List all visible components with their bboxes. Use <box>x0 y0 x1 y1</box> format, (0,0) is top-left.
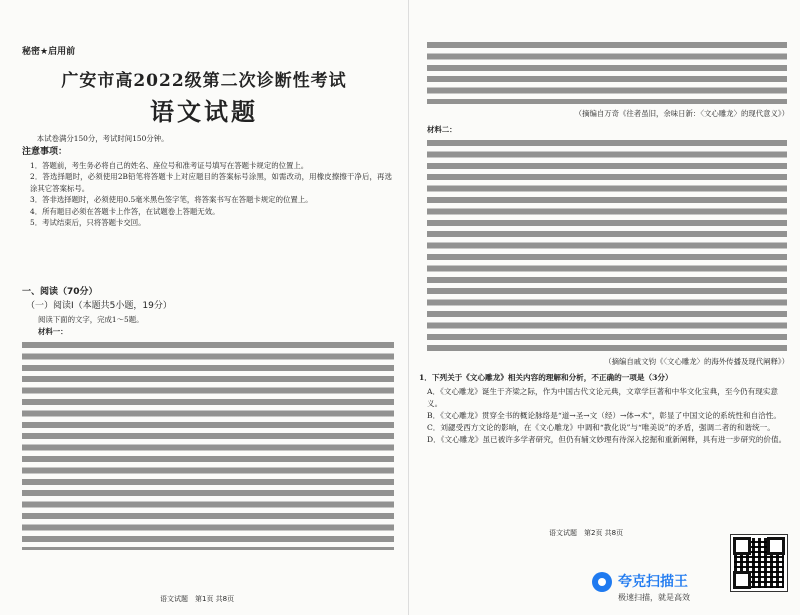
material-2-body <box>427 138 787 352</box>
notice-item: 4．所有题目必须在答题卡上作答，在试题卷上答题无效。 <box>30 206 220 216</box>
material-1-continued <box>427 40 787 104</box>
question-option-d: D．《文心雕龙》虽已被许多学者研究，但仍有辅文妙理有待深入挖掘和重新阐释，具有进一步研究的价值。 <box>427 435 787 444</box>
notice-list <box>30 160 392 228</box>
qr-code-icon <box>730 534 788 592</box>
citation-2: （摘编自戚文钧《〈文心雕龙〉的海外传播及现代阐释》） <box>604 357 789 366</box>
right-page <box>408 0 800 615</box>
notice-item: 5．考试结束后，只将答题卡交回。 <box>30 218 146 228</box>
page-footer: 语文试题 第1页 共8页 <box>160 595 235 603</box>
exam-title: 广安市高2022级第二次诊断性考试 <box>61 71 347 91</box>
material-2-label: 材料二： <box>427 125 457 134</box>
instruction: 阅读下面的文字，完成1～5题。 <box>38 315 144 324</box>
scanner-slogan: 极速扫描，就是高效 <box>618 593 690 602</box>
question-1-options <box>427 386 789 446</box>
notice-item: 3．答非选择题时，必须使用0.5毫米黑色签字笔，将答案书写在答题卡规定的位置上。 <box>30 195 313 205</box>
notice-item: 1．答题前，考生务必将自己的姓名、座位号和准考证号填写在答题卡规定的位置上。 <box>30 161 309 170</box>
citation-1: （摘编自万奇《往者虽旧，余味日新：〈文心雕龙〉的现代意义》） <box>574 109 789 118</box>
notice-heading: 注意事项： <box>22 147 68 157</box>
subsection-heading: （一）阅读Ⅰ（本题共5小题，19分） <box>26 301 172 311</box>
section-heading: 一、阅读（70分） <box>22 287 98 297</box>
material-1-body <box>22 340 394 550</box>
exam-info-text: 本试卷满分150分，考试时间150分钟。 <box>36 134 169 143</box>
scanner-brand-name: 夸克扫描王 <box>618 574 688 590</box>
scanner-logo-icon <box>592 572 612 592</box>
notice-item: 2．答选择题时，必须使用2B铅笔将答题卡上对应题目的答案标号涂黑，如需改动，用橡皮擦擦干净后，再选涂其它答案标号。 <box>30 172 392 193</box>
subject-title: 语文试题 <box>150 97 258 126</box>
scanner-watermark <box>592 568 732 608</box>
secret-label: 秘密★启用前 <box>22 47 76 57</box>
question-1-stem: 1．下列关于《文心雕龙》相关内容的理解和分析，不正确的一项是（3分） <box>419 373 673 382</box>
question-option-a: A．《文心雕龙》诞生于齐梁之际，作为中国古代文论元典，文章学巨著和中华文化宝典，至今仍有现实意义。 <box>427 387 778 408</box>
page-footer: 语文试题 第2页 共8页 <box>549 529 624 537</box>
question-option-c: C．刘勰受西方文论的影响，在《文心雕龙》中调和“教化说”与“唯美说”的矛盾，强调二者的和谐统一。 <box>427 423 775 432</box>
question-option-b: B．《文心雕龙》贯穿全书的概论脉络是“道→圣→文（经）→体→术”，彰显了中国文论的系统性和自洽性。 <box>427 411 781 420</box>
material-1-label: 材料一： <box>38 327 68 336</box>
exam-info <box>22 133 392 144</box>
